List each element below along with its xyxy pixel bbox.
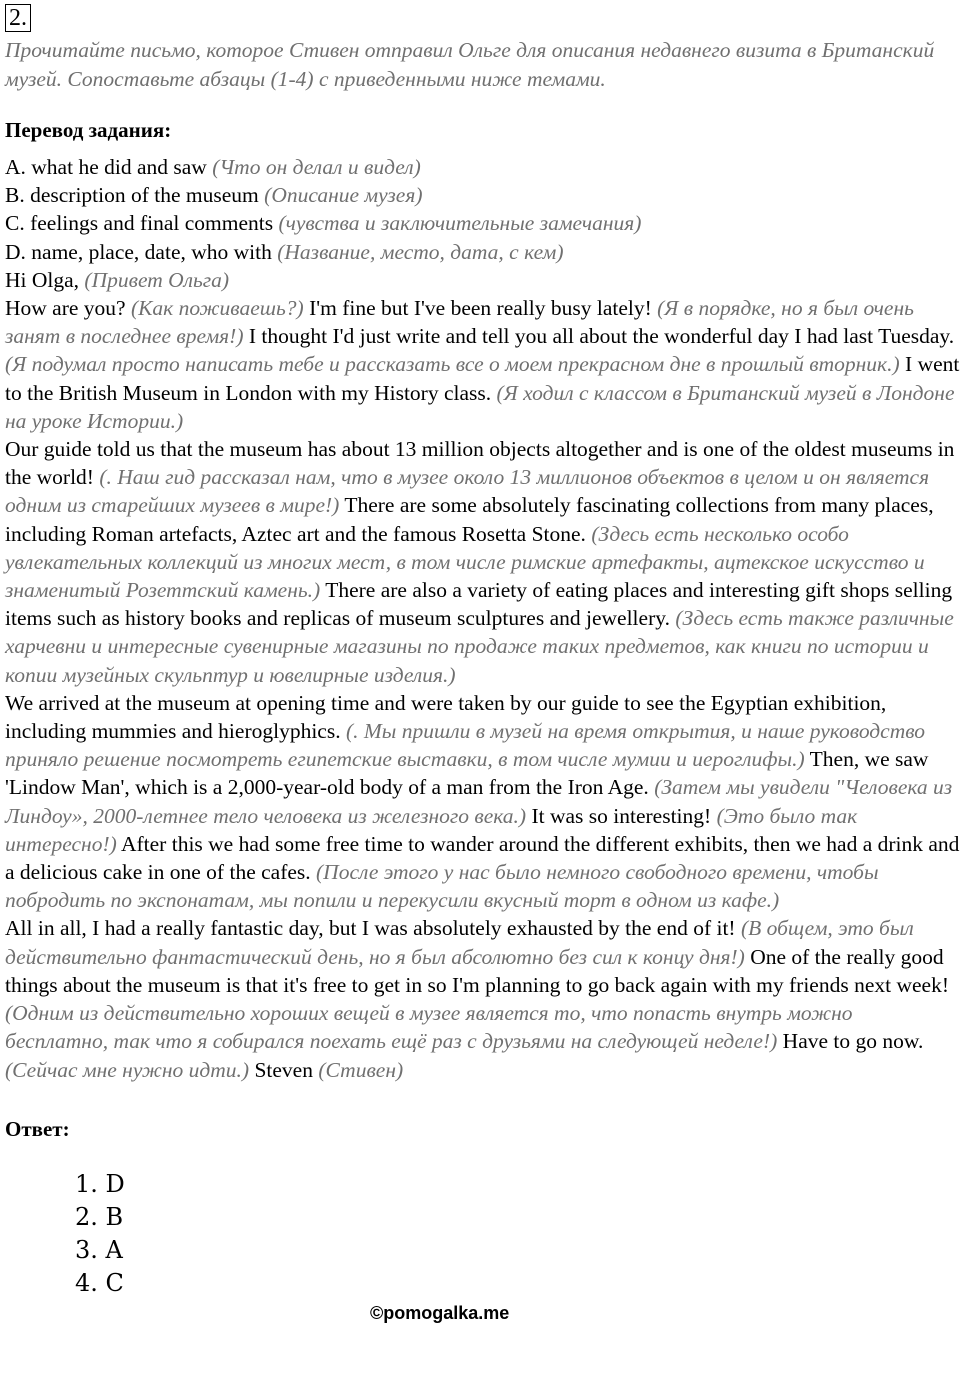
letter-paragraphs (5, 294, 960, 1084)
sentence-en: All in all, I had a really fantastic day, but I was absolutely exhausted by the end of it! (5, 916, 736, 941)
sentence-en: I went to the British Museum in London with my History class. (5, 352, 960, 405)
topic-en: B. description of the museum (5, 183, 259, 208)
sentence-ru: (Сейчас мне нужно идти.) (5, 1057, 250, 1082)
task-number-box: 2. (5, 4, 31, 32)
translation-heading: Перевод задания: (5, 118, 172, 142)
sentence-ru: (Здесь есть также различные харчевни и интересные сувенирные магазины по продаже таких предметов, как книги по истории и копии музейных скульптур и ювелирные изделия.) (5, 606, 954, 687)
sentence-ru: (Я подумал просто написать тебе и рассказать все о моем прекрасном дне в прошлый вторник.) (5, 352, 900, 377)
answer-item (75, 1234, 960, 1267)
task-number (5, 3, 960, 32)
letter-body (5, 153, 960, 1084)
answer-letter: D (105, 1169, 125, 1198)
sentence-ru: (. Мы пришли в музей на время открытия, и наше руководство приняло решение посмотреть египетские выставки, в том числе мумии и иероглифы.) (5, 719, 926, 772)
sentence-ru: (Я в порядке, но я был очень занят в последнее время!) (5, 296, 914, 349)
topic-ru: (Название, место, дата, с кем) (277, 239, 564, 264)
topic-en: A. what he did and saw (5, 155, 207, 179)
sentence-ru: (Как поживаешь?) (130, 296, 304, 321)
topic-list (5, 153, 960, 266)
greeting-en: Hi Olga, (5, 267, 80, 292)
topic-item (5, 209, 960, 237)
answer-heading: Ответ: (5, 1116, 70, 1141)
answer-number: 1. (75, 1169, 106, 1198)
sentence-en: Steven (254, 1057, 313, 1082)
greeting (5, 266, 960, 294)
answer-number: 2. (75, 1202, 106, 1231)
topic-ru: (чувства и заключительные замечания) (278, 211, 642, 236)
sentence-ru: (Одним из действительно хороших вещей в музее является то, что попасть внутрь можно бесплатно, так что я собирался поехать ещё раз с друзьями на следующей неделе!) (5, 1001, 853, 1054)
topic-item (5, 181, 960, 209)
answer-letter: C (105, 1268, 124, 1297)
answer-list (5, 1168, 960, 1300)
sentence-en: It was so interesting! (531, 803, 712, 828)
topic-ru: (Описание музея) (264, 183, 423, 208)
topic-en: C. feelings and final comments (5, 211, 274, 236)
answer-item (75, 1267, 960, 1300)
sentence-en: How are you? (5, 296, 126, 321)
sentence-en: Have to go now. (782, 1029, 924, 1054)
topic-ru: (Что он делал и видел) (212, 155, 421, 179)
sentence-en: We arrived at the museum at opening time and were taken by our guide to see the Egyptian exhibition, including mummies and hieroglyphics. (5, 690, 887, 744)
sentence-en: One of the really good things about the museum is that it's free to get in so I'm planning to go back again with my friends next week! (5, 944, 950, 997)
sentence-en: There are also a variety of eating places and interesting gift shops selling items such as history books and replicas of museum sculptures and jewellery. (5, 578, 953, 631)
sentence-en: Then, we saw 'Lindow Man', which is a 2,000-year-old body of a man from the Iron Age. (5, 747, 929, 800)
answer-item (75, 1201, 960, 1234)
sentence-en: I thought I'd just write and tell you all about the wonderful day I had last Tuesday. (248, 324, 955, 349)
topic-item (5, 238, 960, 266)
answer-letter: B (105, 1202, 124, 1231)
sentence-en: Our guide told us that the museum has about 13 million objects altogether and is one of the oldest museums in the world! (5, 437, 955, 490)
letter-paragraph (5, 435, 960, 689)
answer-letter: A (105, 1235, 123, 1264)
watermark: ©pomogalka.me (370, 1303, 510, 1323)
letter-paragraph (5, 294, 960, 435)
sentence-ru: (. Наш гид рассказал нам, что в музее около 13 миллионов объектов в целом и он является одним из старейших музеев в мире!) (5, 465, 930, 518)
document-page (5, 3, 960, 1300)
sentence-en: There are some absolutely fascinating collections from many places, including Roman artefacts, Aztec art and the famous Rosetta Stone. (5, 493, 934, 546)
sentence-ru: (Здесь есть несколько особо увлекательных коллекций из многих мест, в том числе римские артефакты, ацтекское искусство и знаменитый Розеттский камень.) (5, 521, 925, 603)
answer-item (75, 1168, 960, 1201)
greeting-ru: (Привет Ольга) (84, 267, 230, 292)
answer-number: 3. (75, 1235, 106, 1264)
sentence-ru: (Стивен) (318, 1057, 404, 1082)
sentence-en: After this we had some free time to wander around the different exhibits, then we had a drink and a delicious cake in one of the cafes. (5, 831, 960, 885)
letter-paragraph (5, 689, 960, 915)
sentence-ru: (Я ходил с классом в Британский музей в Лондоне на уроке Истории.) (5, 380, 955, 433)
task-instruction: Прочитайте письмо, которое Стивен отправил Ольге для описания недавнего визита в Британский музей. Сопоставьте абзацы (1-4) с приведенными ниже темами. (5, 38, 935, 91)
sentence-ru: (Это было так интересно!) (5, 803, 858, 856)
sentence-ru: (После этого у нас было немного свободного времени, чтобы побродить по экспонатам, мы попили и перекусили вкусный торт в одном из кафе.) (5, 860, 879, 913)
sentence-en: I'm fine but I've been really busy lately! (309, 296, 652, 321)
sentence-ru: (В общем, это был действительно фантастический день, но я был абсолютно без сил к концу дня!) (5, 916, 914, 969)
letter-paragraph (5, 914, 960, 1083)
sentence-ru: (Затем мы увидели "Человека из Линдоу», 2000-летнее тело человека из железного века.) (5, 775, 953, 828)
topic-en: D. name, place, date, who with (5, 239, 272, 264)
topic-item (5, 153, 960, 181)
answer-number: 4. (75, 1268, 106, 1297)
